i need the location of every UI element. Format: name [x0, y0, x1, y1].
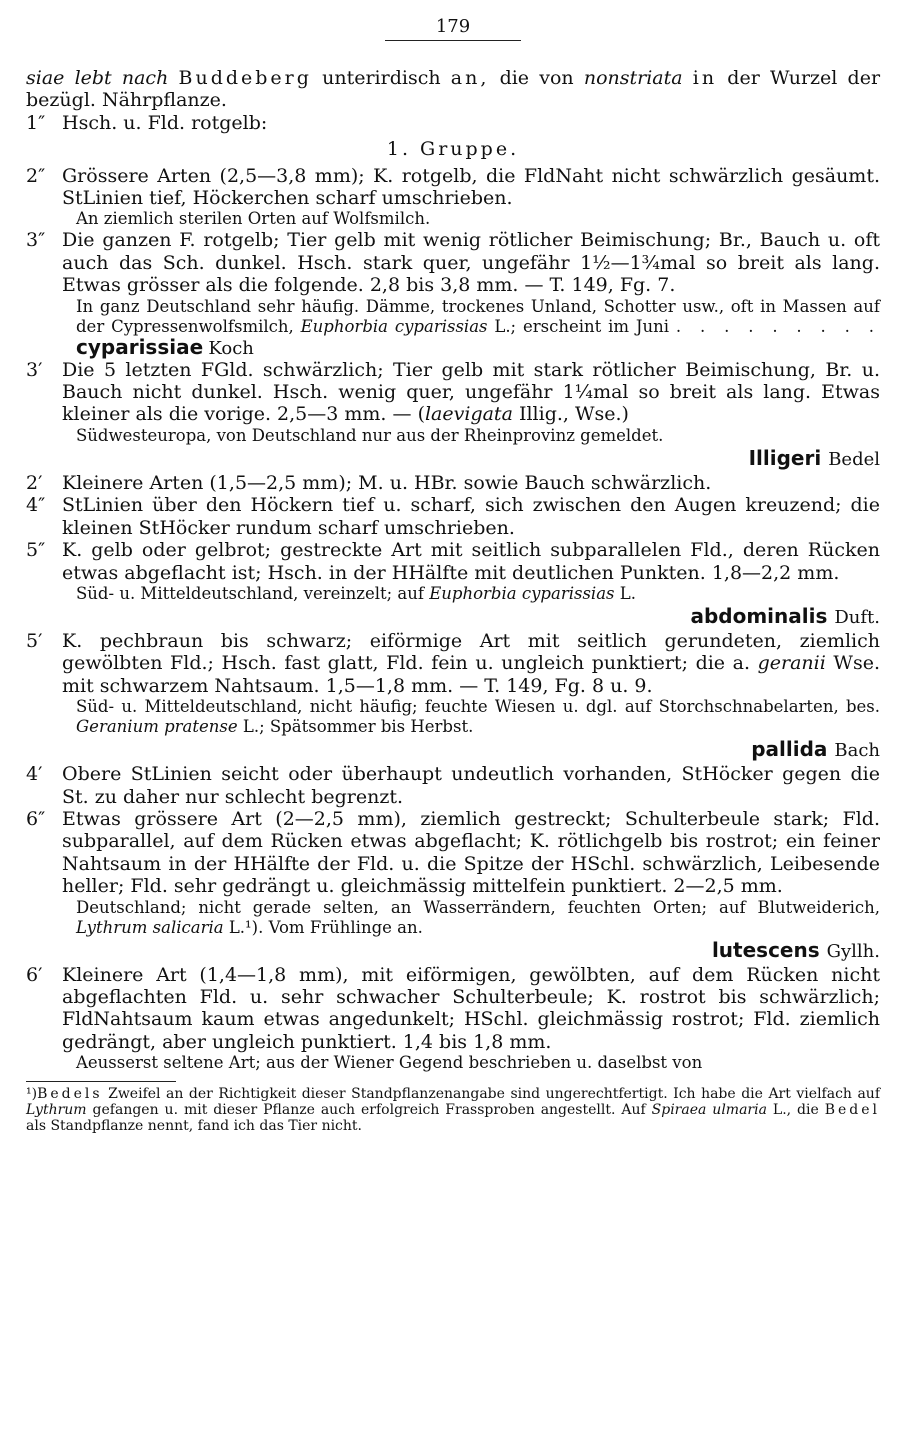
entry-number: 6′: [26, 963, 43, 986]
key-entry-2: [26, 165, 880, 210]
habitat-note: An ziemlich sterilen Orten auf Wolfsmilch.: [76, 209, 431, 229]
species-line: [26, 446, 880, 472]
entry-number: 5″: [26, 539, 46, 562]
entry-text: Grössere Arten (2,5—3,8 mm); K. rotgelb, die FldNaht nicht schwärzlich gesäumt. StLinien tief, Höckerchen scharf umschrieben.: [62, 164, 880, 210]
key-entry-1: [26, 112, 880, 134]
entry-number: 3″: [26, 229, 46, 252]
entry-text: K. pechbraun bis schwarz; eiförmige Art mit seitlich gerundeten, ziemlich gewölbten Fld.; Hsch. fast glatt, Fld. fein u. ungleich punktiert; die a. geranii Wse. mit schwarzem Nahtsaum. 1,5—1,8 mm. — T. 149, Fg. 8 u. 9.: [62, 629, 880, 697]
page-number: 179: [435, 16, 471, 37]
footnote-rule: [26, 1081, 176, 1082]
species-author: Duft.: [834, 606, 880, 628]
species-line: [26, 604, 880, 630]
entry-text: Obere StLinien seicht oder überhaupt undeutlich vorhanden, StHöcker gegen die St. zu daher nur schlecht begrenzt.: [62, 763, 880, 808]
entry-text: Etwas grössere Art (2—2,5 mm), ziemlich gestreckt; Schulterbeule stark; Fld. subparallel, auf dem Rücken etwas abgeflacht; K. rötlichgelb bis rostrot; ein feiner Nahtsaum in der HHälfte der Fld. u. die Spitze der HSchl. schwärzlich, Leibesende heller; Fld. sehr gedrängt u. gleichmässig mittelfein punktiert. 2—2,5 mm.: [62, 807, 880, 898]
entry-number: 2″: [26, 164, 46, 187]
habitat-note: Süd- u. Mitteldeutschland, vereinzelt; auf Euphorbia cyparissias L.: [76, 583, 636, 603]
species-author: Koch: [208, 337, 254, 359]
header-rule: [385, 40, 521, 41]
species-name: cyparissiae: [76, 334, 204, 359]
habitat-note: Südwesteuropa, von Deutschland nur aus der Rheinprovinz gemeldet.: [76, 425, 664, 445]
entry-number: 4′: [26, 763, 43, 786]
key-entry-6a: [26, 808, 880, 898]
group-heading: 1. Gruppe.: [386, 138, 520, 161]
key-entry-2b: [26, 472, 880, 494]
habitat-note: Deutschland; nicht gerade selten, an Wasserrändern, feuchten Orten; auf Blutweiderich, Lythrum salicaria L.¹). Vom Frühlinge an.: [76, 897, 880, 937]
footnote: ¹)Bedels Zweifel an der Richtigkeit dieser Standpflanzenangabe sind ungerechtfertigt. Ich habe die Art vielfach auf Lythrum gefangen u. mit dieser Pflanze auch erfolgreich Frassproben angestellt. Auf Spiraea ulmaria L., die Bedel als Standpflanze nennt, fand ich das Tier nicht.: [26, 1086, 881, 1135]
species-author: Bach: [834, 740, 880, 762]
key-entry-5b: [26, 630, 880, 697]
entry-text: Hsch. u. Fld. rotgelb:: [62, 111, 268, 134]
entry-text: Die 5 letzten FGld. schwärzlich; Tier gelb mit stark rötlicher Beimischung, Br. u. Bauch nicht dunkel. Hsch. wenig quer, ungefähr 1¼mal so breit als lang. Etwas kleiner als die vorige. 2,5—3 mm. — (laevigata Illig., Wse.): [62, 358, 880, 426]
species-name: Illigeri: [748, 445, 822, 470]
key-entry-3a: [26, 229, 880, 296]
species-line: [26, 737, 880, 763]
entry-text: StLinien über den Höckern tief u. scharf, sich zwischen den Augen kreuzend; die kleinen StHöcker rundum scharf umschrieben.: [62, 494, 880, 539]
species-name: abdominalis: [690, 603, 828, 628]
entry-number: 6″: [26, 807, 46, 830]
key-entry-5a: [26, 539, 880, 584]
entry-text: Die ganzen F. rotgelb; Tier gelb mit wenig rötlicher Beimischung; Br., Bauch u. oft auch das Sch. dunkel. Hsch. stark quer, ungefähr 1½—1¾mal so breit als lang. Etwas grösser als die folgende. 2,8 bis 3,8 mm. — T. 149, Fg. 7.: [62, 229, 880, 297]
habitat-note: Süd- u. Mitteldeutschland, nicht häufig; feuchte Wiesen u. dgl. auf Storchschnabelarten, bes. Geranium pratense L.; Spätsommer bis Herbst.: [76, 697, 880, 737]
entry-number: 3′: [26, 358, 43, 381]
species-author: Gyllh.: [826, 940, 880, 962]
entry-text: Kleinere Art (1,4—1,8 mm), mit eiförmigen, gewölbten, auf dem Rücken nicht abgeflachten Fld. u. sehr schwacher Schulterbeule; K. rostrot bis schwärzlich; FldNahtsaum kaum etwas angedunkelt; HSchl. gleichmässig rostrot; Fld. ziemlich gedrängt, aber ungleich punktiert. 1,4 bis 1,8 mm.: [62, 963, 880, 1053]
intro-paragraph: siae lebt nach Buddeberg unterirdisch an, die von nonstriata in der Wurzel der bezügl. Nährpflanze.: [26, 67, 881, 112]
species-author: Bedel: [828, 448, 880, 470]
habitat-note: Aeusserst seltene Art; aus der Wiener Gegend beschrieben u. daselbst von: [76, 1053, 703, 1073]
key-entry-4a: [26, 494, 880, 539]
key-entry-4b: [26, 763, 880, 808]
entry-number: 5′: [26, 629, 43, 652]
entry-number: 2′: [26, 471, 43, 494]
entry-number: 4″: [26, 494, 46, 517]
habitat-note: In ganz Deutschland sehr häufig. Dämme, trockenes Unland, Schotter usw., oft in Massen auf der Cypressenwolfsmilch, Euphorbia cyparissias L.; erscheint im Juni . . . . . . . . . cyparissiae Koch: [76, 296, 880, 359]
entry-text: K. gelb oder gelbrot; gestreckte Art mit seitlich subparallelen Fld., deren Rücken etwas abgeflacht ist; Hsch. in der HHälfte mit deutlichen Punkten. 1,8—2,2 mm.: [62, 539, 880, 584]
species-name: pallida: [751, 737, 828, 762]
species-line: [26, 938, 880, 964]
key-entry-6b: [26, 964, 880, 1054]
entry-number: 1″: [26, 111, 46, 134]
key-entry-3b: [26, 359, 880, 426]
entry-text: Kleinere Arten (1,5—2,5 mm); M. u. HBr. sowie Bauch schwärzlich.: [62, 471, 712, 494]
species-name: lutescens: [711, 937, 820, 962]
